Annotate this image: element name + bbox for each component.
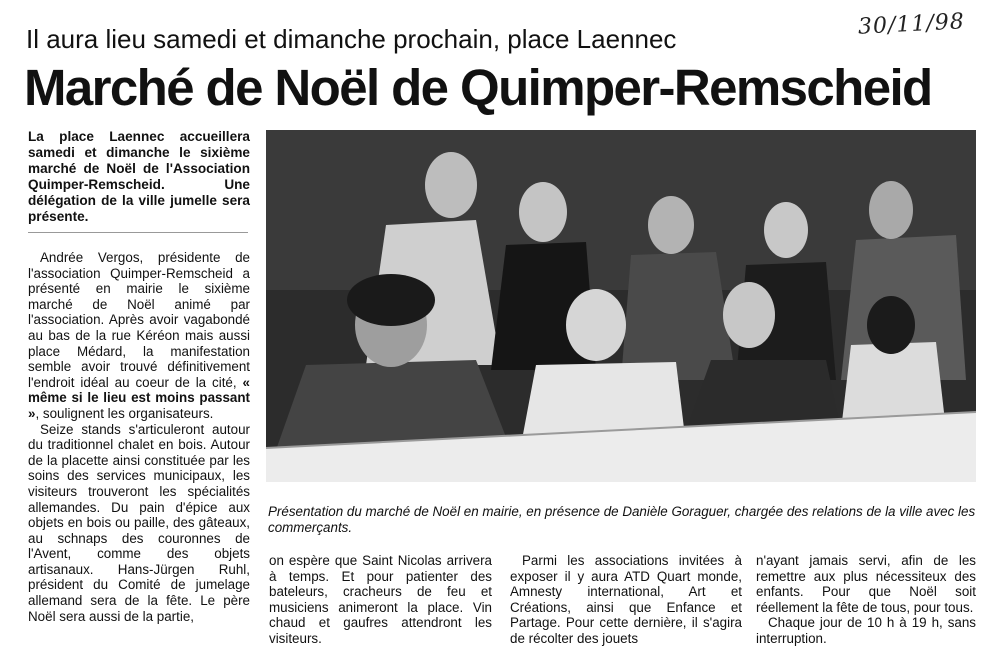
body-column-4 xyxy=(756,553,976,647)
group-photo xyxy=(266,130,976,482)
col1-quote: « même si le lieu est moins passant » xyxy=(28,374,250,421)
divider xyxy=(28,232,248,233)
body-column-2: on espère que Saint Nicolas arrivera à temps. Et pour patienter des bateleurs, cracheurs de feu et musiciens animeront la place. Vin chaud et gaufres attendront les visiteurs. xyxy=(269,553,492,646)
kicker: Il aura lieu samedi et dimanche prochain, place Laennec xyxy=(26,24,677,54)
body-column-3 xyxy=(510,553,742,647)
handwritten-date: 30/11/98 xyxy=(857,9,966,40)
col1-text-start: Andrée Vergos, présidente de l'association Quimper-Remscheid a présenté en mairie le sixième marché de Noël animé par l'association. Après avoir vagabondé au bas de la rue Kéréon mais aussi place Médard, la manifestation semble avoir trouvé définitivement l'endroit idéal au coeur de la cité, xyxy=(28,250,250,390)
col4-paragraph-2: Chaque jour de 10 h à 19 h, sans interruption. xyxy=(756,615,976,646)
group-photo-image xyxy=(266,130,976,482)
photo-caption: Présentation du marché de Noël en mairie, en présence de Danièle Goraguer, chargée des relations de la ville avec les commerçants. xyxy=(268,504,976,535)
col3-text: Parmi les associations invitées à exposer il y aura ATD Quart monde, Amnesty international, Art et Créations, ainsi que Enfance et Partage. Pour cette dernière, il s'agira de récolter des jouets xyxy=(510,553,742,646)
lead-paragraph: La place Laennec accueillera samedi et dimanche le sixième marché de Noël de l'Association Quimper-Remscheid. Une délégation de la ville jumelle sera présente. xyxy=(28,129,250,224)
headline: Marché de Noël de Quimper-Remscheid xyxy=(24,59,932,116)
col4-paragraph-1: n'ayant jamais servi, afin de les remettre aux plus nécessiteux des enfants. Pour que Noël soit réellement la fête de tous, pour tous. xyxy=(756,553,976,615)
col1-text-end: , soulignent les organisateurs. xyxy=(35,405,214,421)
col1-paragraph-2: Seize stands s'articuleront autour du traditionnel chalet en bois. Autour de la placette ainsi constituée par les soins des services municipaux, les visiteurs trouveront les spécialités allemandes. Du pain d'épice aux objets en bois ou paille, des gâteaux, au schnaps des couronnes de l'Avent, comme des objets artisanaux. Hans-Jürgen Ruhl, président du Comité de jumelage allemand sera de la fête. Le père Noël sera aussi de la partie, xyxy=(28,421,250,624)
body-column-1 xyxy=(28,250,250,624)
